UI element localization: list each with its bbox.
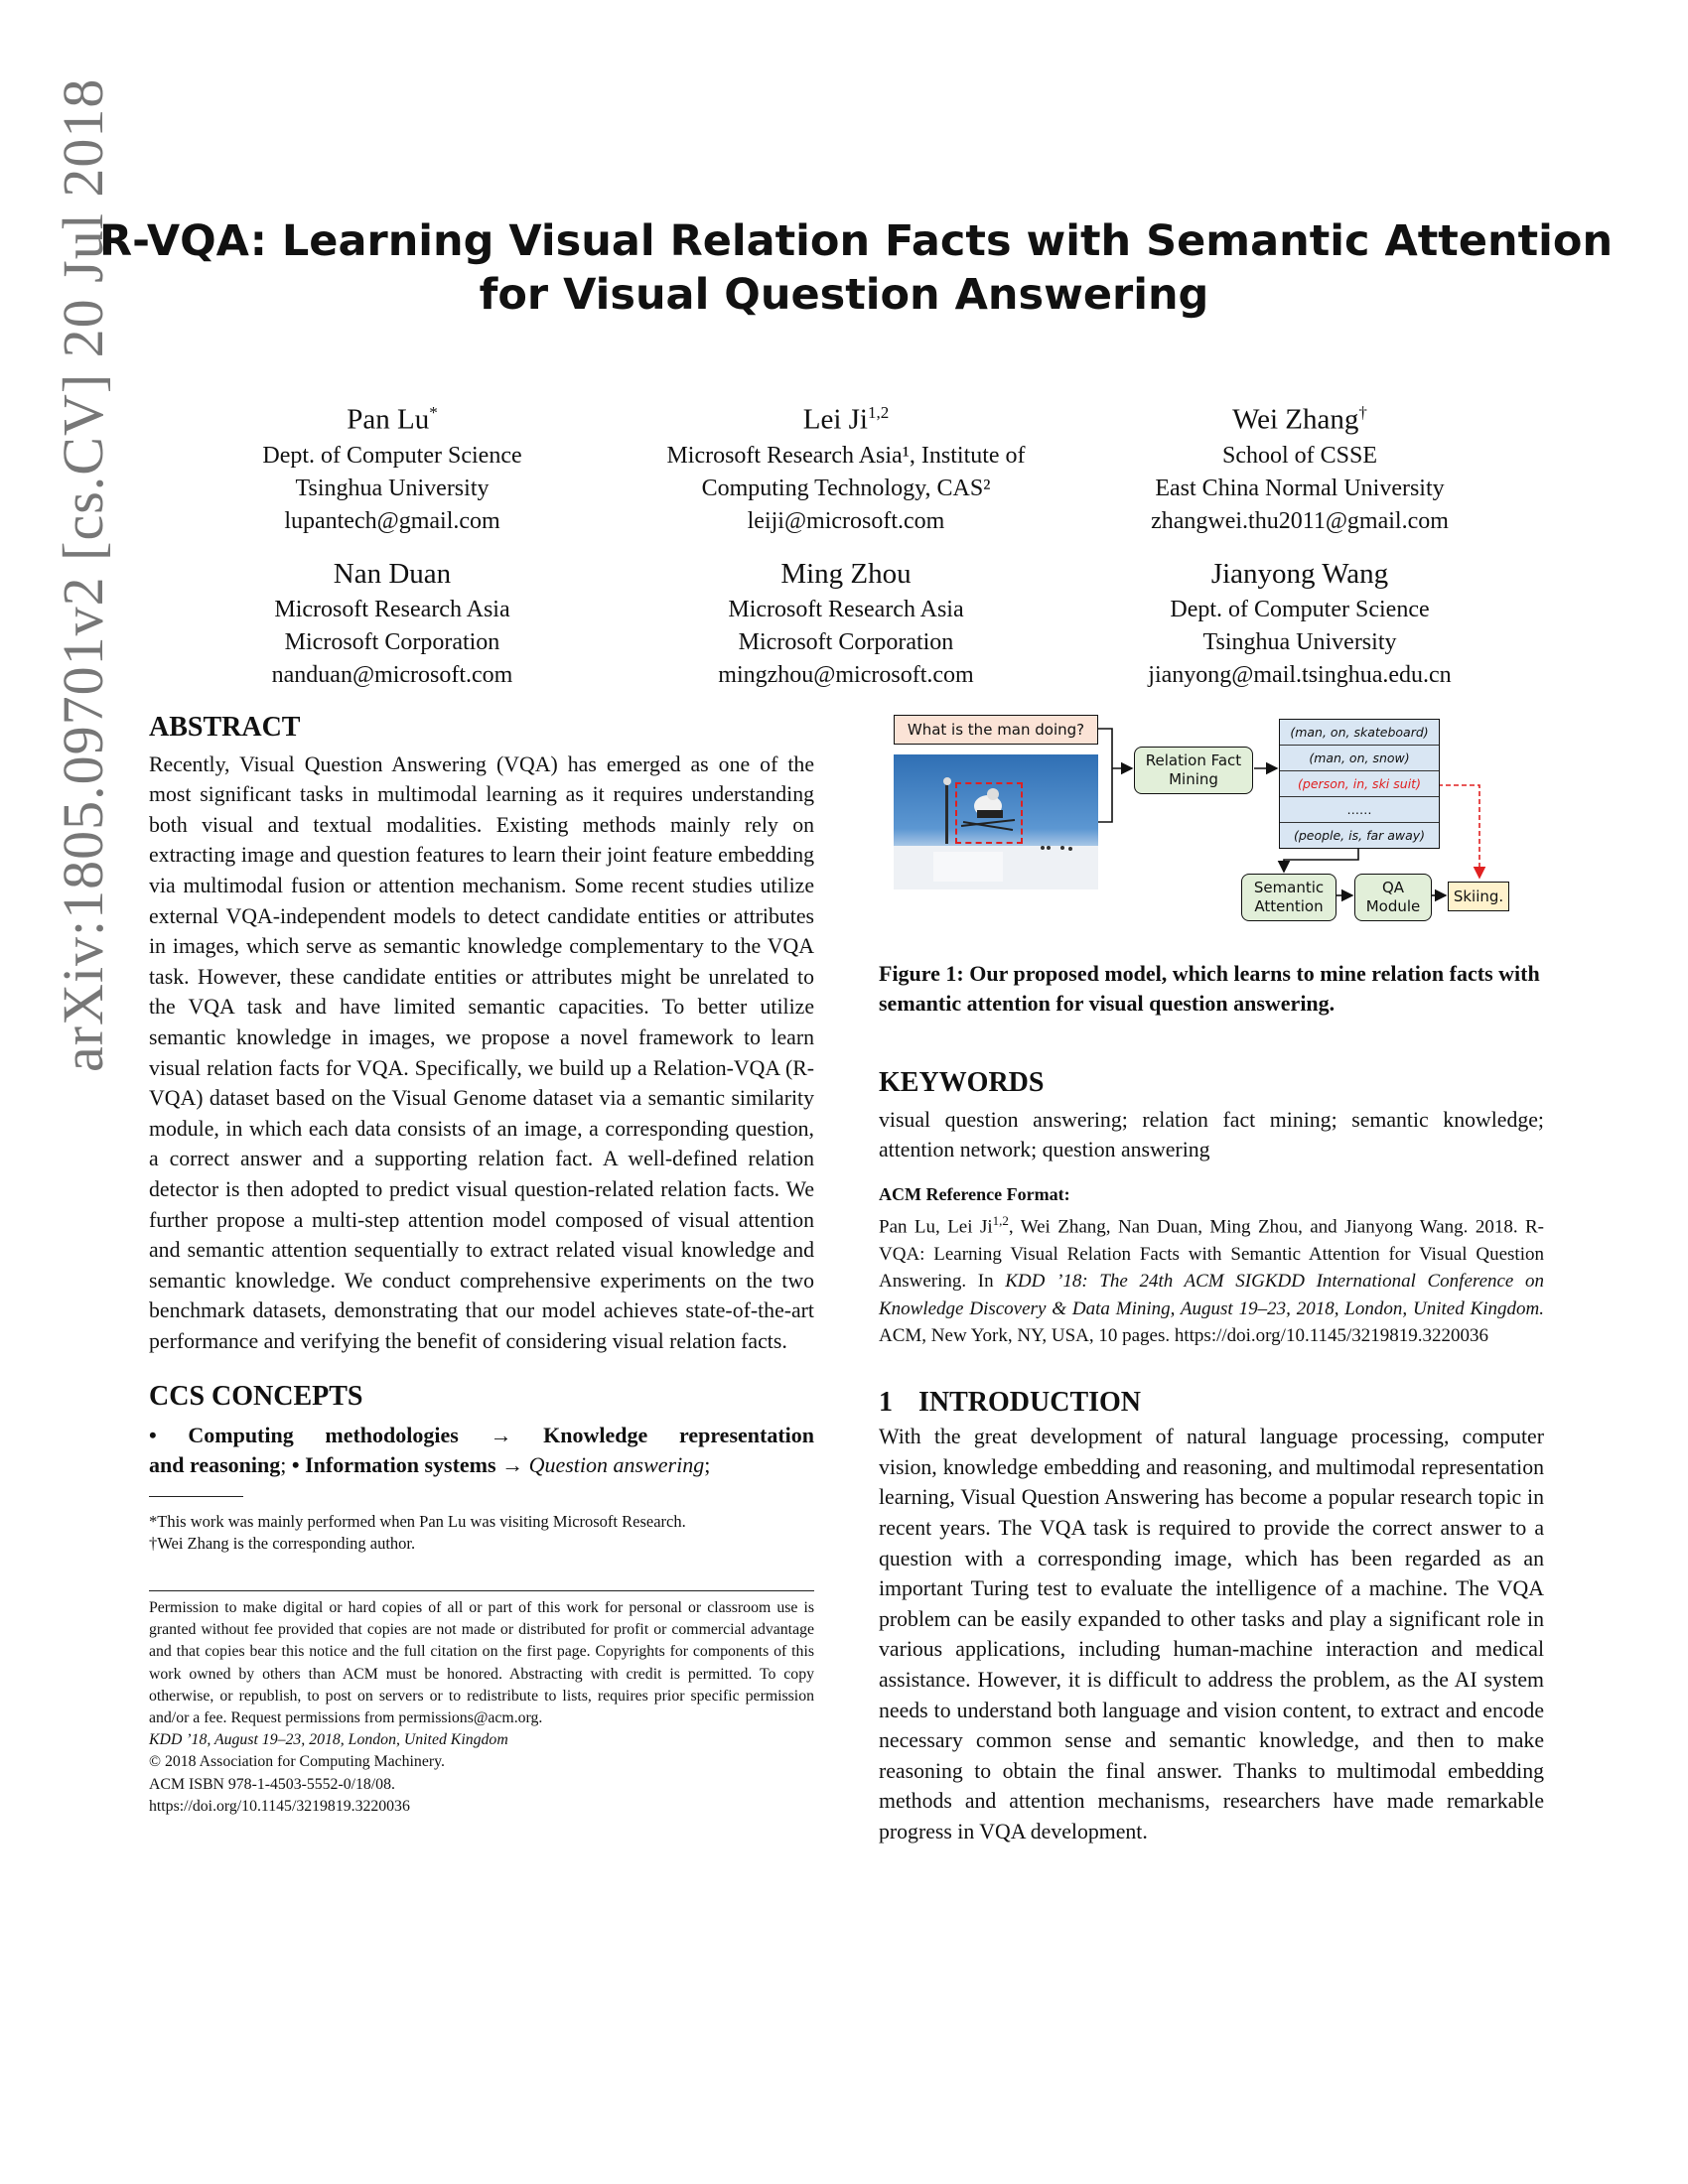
relation-mining-box: Relation Fact Mining: [1134, 747, 1253, 794]
figure-caption: Figure 1: Our proposed model, which learns to mine relation facts with semantic attention for visual question answering.: [879, 961, 1540, 1016]
author-email: leiji@microsoft.com: [747, 507, 945, 534]
author-email: mingzhou@microsoft.com: [718, 662, 974, 688]
author-affiliation: Dept. of Computer Science: [262, 442, 522, 469]
author-affiliation: Tsinghua University: [1202, 629, 1397, 655]
footnote-rule: [149, 1496, 243, 1497]
semantic-attention-box: Semantic Attention: [1241, 874, 1336, 921]
paper-title: [99, 214, 1614, 322]
relation-facts-table: [1279, 719, 1440, 849]
abstract-text: Recently, Visual Question Answering (VQA) has emerged as one of the most significant tasks in multimodal learning as it requires understanding both visual and textual modalities. Existing methods mainly rely on extracting image and question features to learn their joint feature embedding via multimodal fusion or attention mechanism. Some recent studies utilize external VQA-independent models to detect candidate entities or attributes in images, which serve as semantic knowledge complementary to the VQA task. However, these candidate entities or attributes might be unrelated to the VQA task and have limited semantic capacities. To better utilize semantic knowledge in images, we propose a novel framework to learn visual relation facts for VQA. Specifically, we build up a Relation-VQA (R-VQA) dataset based on the Visual Genome dataset via a semantic similarity module, in which each data consists of an image, a corresponding question, a correct answer and a supporting relation fact. A well-defined relation detector is then adopted to predict visual question-related relation facts. We further propose a multi-step attention model composed of visual attention and semantic attention sequentially to extract related visual knowledge and semantic knowledge. We conduct comprehensive experiments on the two benchmark datasets, demonstrating that our model achieves state-of-the-art performance and verifying the benefit of considering visual relation facts.: [149, 751, 814, 1353]
question-box: What is the man doing?: [894, 715, 1098, 745]
footnote: †Wei Zhang is the corresponding author.: [149, 1534, 416, 1554]
author-block: [618, 554, 1074, 692]
author-email: zhangwei.thu2011@gmail.com: [1151, 507, 1449, 534]
title-line-1: R-VQA: Learning Visual Relation Facts with Semantic Attention: [99, 216, 1614, 266]
fact-row: (person, in, ski suit): [1280, 771, 1439, 797]
answer-box: Skiing.: [1448, 882, 1509, 911]
acm-ref-text: Pan Lu, Lei Ji$^{1,2}$, Wei Zhang, Nan Duan, Ming Zhou, and Jianyong Wang. 2018. R-VQA: Learning Visual Relation Facts with Semantic Attention for Visual Question Answering. In KDD ’18: The 24th ACM SIGKDD International Conference on Knowledge Discovery & Data Mining, August 19–23, 2018, London, United Kingdom. ACM, New York, NY, USA, 10 pages. https://doi.org/10.1145/3219819.3220036: [879, 1212, 1545, 1347]
ccs-item: Knowledge representation: [543, 1423, 815, 1448]
fact-row: ……: [1280, 797, 1439, 823]
ccs-item: and reasoning: [149, 1452, 281, 1478]
copyright-line: © 2018 Association for Computing Machinery.: [149, 1753, 445, 1771]
permission-notice: Permission to make digital or hard copies of all or part of this work for personal or classroom use is granted without fee provided that copies are not made or distributed for profit or commercial advantage and that copies bear this notice and the full citation on the first page. Copyrights for components of this work owned by others than ACM must be honored. Abstracting with credit is permitted. To copy otherwise, or republish, to post on servers or to redistribute to lists, requires prior specific permission and/or a fee. Request permissions from permissions@acm.org.: [149, 1599, 814, 1727]
title-line-2: for Visual Question Answering: [479, 270, 1209, 320]
ccs-arrow: →: [501, 1452, 524, 1478]
ski-photo: [894, 754, 1098, 889]
author-block: [1071, 393, 1528, 538]
author-name: Wei Zhang†: [1232, 403, 1367, 436]
skier-figure: [894, 754, 1098, 889]
author-name: Pan Lu*: [347, 403, 438, 436]
keywords-heading: KEYWORDS: [879, 1067, 1045, 1098]
author-email: lupantech@gmail.com: [284, 507, 500, 534]
ccs-arrow: →: [490, 1423, 512, 1448]
introduction-heading: 1 INTRODUCTION: [879, 1386, 1142, 1418]
fact-row: (people, is, far away): [1293, 828, 1426, 843]
fact-row: (man, on, skateboard): [1280, 720, 1439, 746]
left-column: [149, 713, 814, 1818]
author-name: Jianyong Wang: [1210, 558, 1389, 590]
author-affiliation: Dept. of Computer Science: [1170, 597, 1430, 622]
qa-module-box: QA Module: [1354, 874, 1432, 921]
author-affiliation: School of CSSE: [1221, 442, 1378, 469]
footnote: *This work was mainly performed when Pan Lu was visiting Microsoft Research.: [149, 1512, 686, 1532]
author-name: Nan Duan: [333, 558, 452, 590]
author-email: nanduan@microsoft.com: [271, 662, 513, 688]
author-affiliation: Tsinghua University: [295, 475, 490, 501]
author-block: [164, 393, 621, 538]
ccs-item: • Information systems: [291, 1452, 496, 1478]
isbn-line: ACM ISBN 978-1-4503-5552-0/18/08.: [149, 1775, 395, 1793]
introduction-text: With the great development of natural language processing, computer vision, knowledge embedding and reasoning, and multimodal representation learning, Visual Question Answering has become a popular research topic in recent years. The VQA task is required to provide the correct answer to a question with a corresponding image, which has been regarded as an important Turing test to evaluate the intelligence of a machine. The VQA problem can be easily expanded to other tasks and play a significant role in various applications, including human-machine interaction and medical assistance. However, it is difficult to address the problem, as the AI system needs to understand both language and vision content, to extract and encode necessary common sense and semantic knowledge, and then to make reasoning to obtain the final answer. Thanks to multimodal embedding methods and attention mechanisms, researchers have made remarkable progress in VQA development.: [879, 1425, 1544, 1843]
author-affiliation: Microsoft Research Asia: [274, 597, 510, 622]
ccs-item: Question answering: [528, 1452, 705, 1478]
author-name: Ming Zhou: [780, 558, 912, 590]
author-affiliation: Computing Technology, CAS²: [701, 475, 991, 501]
author-name: Lei Ji$^{1,2}$: [802, 403, 890, 436]
author-affiliation: Microsoft Corporation: [284, 629, 500, 655]
author-affiliation: East China Normal University: [1155, 475, 1445, 501]
keywords-text: visual question answering; relation fact mining; semantic knowledge; attention network; question answering: [879, 1107, 1544, 1162]
author-affiliation: Microsoft Corporation: [738, 629, 954, 655]
permission-rule: [149, 1590, 814, 1591]
ccs-concepts: • Computing methodologies → Knowledge representation and reasoning; • Information systems → Question answering;: [149, 1423, 815, 1478]
venue-line: KDD ’18, August 19–23, 2018, London, United Kingdom: [149, 1731, 508, 1749]
doi-line[interactable]: https://doi.org/10.1145/3219819.3220036: [149, 1797, 410, 1815]
right-column: [879, 959, 1544, 1847]
acm-ref-heading: ACM Reference Format:: [879, 1183, 1070, 1204]
ccs-item: • Computing methodologies: [149, 1423, 459, 1448]
author-affiliation: Microsoft Research Asia: [728, 597, 964, 622]
author-email: jianyong@mail.tsinghua.edu.cn: [1148, 662, 1452, 688]
fact-row: (man, on, snow): [1280, 746, 1439, 771]
author-block: [164, 554, 621, 692]
author-block: [1071, 554, 1528, 692]
figure-1: [894, 711, 1539, 949]
author-block: [618, 393, 1074, 538]
ccs-heading: CCS CONCEPTS: [149, 1381, 363, 1413]
author-affiliation: Microsoft Research Asia¹, Institute of: [666, 442, 1026, 469]
arxiv-stamp: arXiv:1805.09701v2 [cs.CV] 20 Jul 2018: [51, 77, 115, 1072]
abstract-heading: ABSTRACT: [149, 712, 301, 743]
